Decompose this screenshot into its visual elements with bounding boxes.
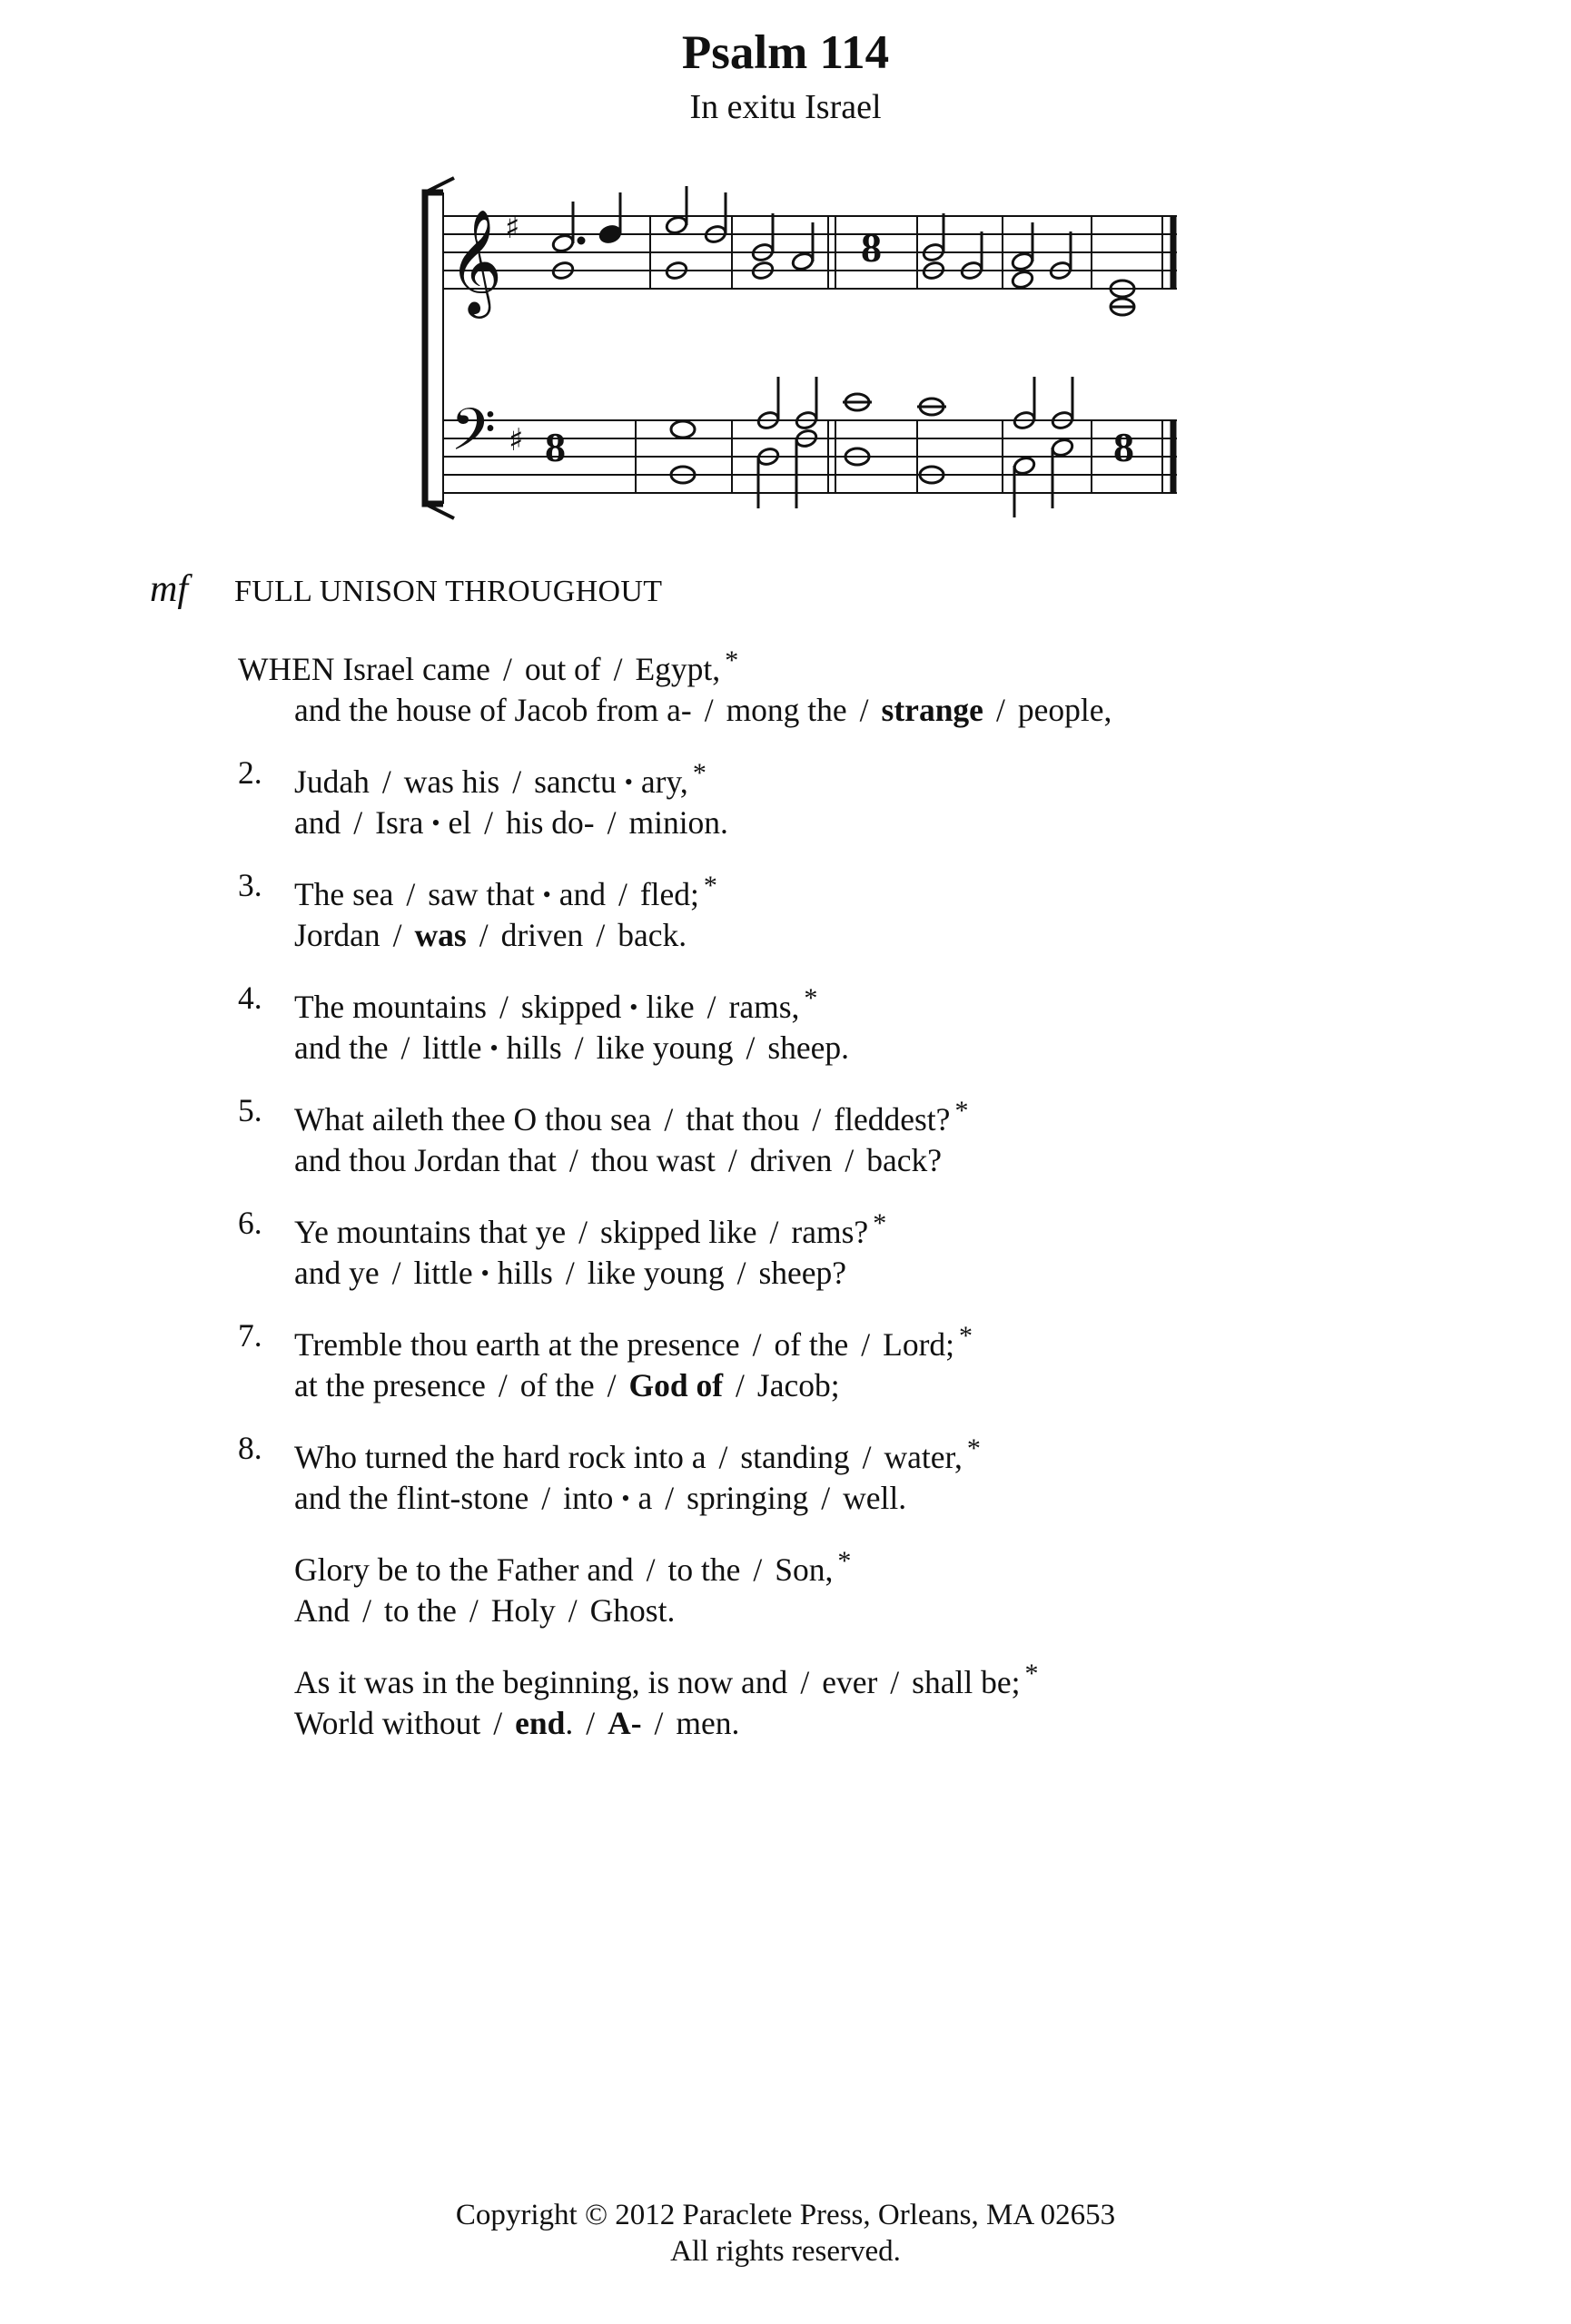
verse-text: thou wast: [590, 1142, 716, 1178]
music-score: [0, 0, 1571, 545]
syllable-dot: •: [629, 994, 638, 1020]
verse-line2: [294, 1028, 1400, 1068]
pointing-bar: /: [469, 1592, 479, 1629]
verse-text: was: [414, 917, 467, 953]
rights-line: All rights reserved.: [670, 2235, 901, 2268]
verse-text: a: [637, 1480, 653, 1516]
verse-text: and: [294, 804, 341, 841]
verse-text: people,: [1017, 692, 1112, 728]
verse-number: 7.: [238, 1317, 262, 1354]
pointing-bar: /: [727, 1142, 737, 1178]
verse-number: 2.: [238, 754, 262, 791]
verse: [238, 753, 1400, 843]
verse-text: sheep?: [758, 1255, 847, 1291]
pointing-bar: /: [568, 1592, 578, 1629]
copyright-footer: [0, 2197, 1571, 2270]
pointing-bar: /: [392, 917, 402, 953]
bass-key-sharp: ♯: [509, 422, 524, 458]
verse-text: like young: [587, 1255, 725, 1291]
verse-text: at the presence: [294, 1367, 486, 1403]
verse-text: to the: [384, 1592, 457, 1629]
verse-line1: [294, 1090, 1400, 1140]
verse-text: like: [646, 989, 695, 1025]
treble-clef-icon: 𝄞: [449, 208, 503, 314]
pointing-bar: /: [845, 1142, 855, 1178]
pointing-bar: /: [812, 1101, 822, 1137]
mediation-asterisk: *: [954, 1096, 969, 1126]
pointing-bar: /: [541, 1480, 551, 1516]
verse-text: Son,: [775, 1551, 834, 1588]
verse-text: hills: [497, 1255, 553, 1291]
verse-line1: [238, 640, 1400, 690]
verse-line1: [294, 1653, 1400, 1703]
pointing-bar: /: [578, 1214, 588, 1250]
verse-line1: [294, 753, 1400, 803]
verse-text: Isra: [375, 804, 424, 841]
pointing-bar: /: [479, 917, 489, 953]
verse-text: and the flint-stone: [294, 1480, 529, 1516]
verse-text: World without: [294, 1705, 481, 1741]
verse-line2: [294, 915, 1400, 956]
pointing-bar: /: [890, 1664, 900, 1700]
pointing-bar: /: [586, 1705, 596, 1741]
syllable-dot: •: [542, 881, 551, 908]
verse-text: ever: [822, 1664, 878, 1700]
verse-text: sheep.: [767, 1029, 850, 1066]
pointing-bar: /: [607, 804, 617, 841]
pointing-bar: /: [753, 1551, 763, 1588]
verse-text: springing: [687, 1480, 809, 1516]
verse-text: Ghost.: [589, 1592, 676, 1629]
treble-key-sharp: ♯: [505, 210, 520, 246]
verse-text: driven: [500, 917, 584, 953]
pointing-bar: /: [861, 1326, 871, 1363]
verse: [238, 1203, 1400, 1294]
verse-text: Glory be to the Father and: [294, 1551, 634, 1588]
pointing-bar: /: [859, 692, 869, 728]
pointing-bar: /: [736, 1255, 746, 1291]
pointing-bar: /: [574, 1029, 584, 1066]
verse-text: like young: [596, 1029, 734, 1066]
pointing-bar: /: [493, 1705, 503, 1741]
page-subtitle: In exitu Israel: [689, 88, 882, 126]
pointing-bar: /: [406, 876, 416, 912]
mediation-asterisk: *: [873, 1208, 887, 1238]
verse-text: Judah: [294, 763, 370, 800]
pointing-bar: /: [821, 1480, 831, 1516]
verse: [238, 978, 1400, 1068]
mediation-asterisk: *: [804, 983, 818, 1013]
verse-text: was his: [403, 763, 500, 800]
verse-number: 5.: [238, 1092, 262, 1128]
verse-line2: [294, 1590, 1400, 1631]
verse-text: back?: [866, 1142, 943, 1178]
verse-text: .: [565, 1705, 574, 1741]
pointing-bar: /: [654, 1705, 664, 1741]
verse-text: minion.: [628, 804, 728, 841]
verse-text: driven: [749, 1142, 833, 1178]
verse-line2: [294, 690, 1400, 731]
verse-line1: [294, 865, 1400, 915]
verse-number: 8.: [238, 1430, 262, 1466]
verse-number: 3.: [238, 867, 262, 903]
verse-text: skipped like: [600, 1214, 757, 1250]
verse-text: Who turned the hard rock into a: [294, 1439, 706, 1475]
verse-text: that thou: [686, 1101, 800, 1137]
mediation-asterisk: *: [966, 1433, 981, 1463]
mediation-asterisk: *: [725, 645, 739, 675]
verse-text: and thou Jordan that: [294, 1142, 557, 1178]
pointing-bar: /: [746, 1029, 756, 1066]
verse-text: strange: [881, 692, 983, 728]
system-bracket: [425, 192, 443, 504]
verse-text: Holy: [490, 1592, 556, 1629]
mediation-asterisk: *: [703, 871, 717, 901]
dynamic-marking: mf: [150, 568, 188, 610]
pointing-bar: /: [800, 1664, 810, 1700]
verse: [238, 640, 1400, 731]
pointing-bar: /: [381, 763, 391, 800]
verse-line1: [294, 978, 1400, 1028]
verse-line1: [294, 1203, 1400, 1253]
verse-text: little: [413, 1255, 473, 1291]
verse-line1: [294, 1428, 1400, 1478]
verse-text: And: [294, 1592, 351, 1629]
pointing-bar: /: [596, 917, 606, 953]
pointing-bar: /: [353, 804, 363, 841]
time-signature-icon: 8: [1113, 424, 1134, 470]
syllable-dot: •: [431, 810, 440, 836]
verse-text: end: [515, 1705, 566, 1741]
pointing-bar: /: [718, 1439, 728, 1475]
verse: [238, 1090, 1400, 1181]
verse-number: 6.: [238, 1205, 262, 1241]
pointing-bar: /: [391, 1255, 401, 1291]
verse-text: Ye mountains that ye: [294, 1214, 567, 1250]
verse-text: standing: [740, 1439, 850, 1475]
syllable-dot: •: [621, 1485, 630, 1512]
pointing-bar: /: [498, 1367, 508, 1403]
verse-line2: [294, 803, 1400, 843]
performance-instruction: FULL UNISON THROUGHOUT: [234, 575, 663, 608]
psalm-verses: [238, 640, 1400, 1766]
verse-text: and ye: [294, 1255, 380, 1291]
verse: [238, 1653, 1400, 1744]
pointing-bar: /: [362, 1592, 372, 1629]
verse-text: Jacob;: [756, 1367, 840, 1403]
pointing-bar: /: [646, 1551, 656, 1588]
copyright-line: Copyright © 2012 Paraclete Press, Orleans, MA 02653: [455, 2199, 1116, 2231]
verse-text: rams,: [728, 989, 800, 1025]
pointing-bar: /: [664, 1101, 674, 1137]
verse-line2: [294, 1365, 1400, 1406]
pointing-bar: /: [484, 804, 493, 841]
verse-text: WHEN Israel came: [238, 651, 490, 687]
verse-text: fleddest?: [834, 1101, 951, 1137]
mediation-asterisk: *: [837, 1546, 852, 1576]
verse-text: well.: [843, 1480, 907, 1516]
verse-text: men.: [676, 1705, 740, 1741]
verse-text: hills: [506, 1029, 562, 1066]
verse-text: fled;: [639, 876, 699, 912]
verse-text: his do-: [505, 804, 595, 841]
treble-staff: [443, 216, 1177, 289]
verse-text: rams?: [791, 1214, 869, 1250]
verse: [238, 865, 1400, 956]
verse-number: 4.: [238, 980, 262, 1016]
mediation-asterisk: *: [959, 1321, 973, 1351]
pointing-bar: /: [736, 1367, 745, 1403]
verse-text: ary,: [640, 763, 688, 800]
treble-notes: [551, 186, 1135, 315]
time-signature-icon: 8: [545, 424, 566, 470]
pointing-bar: /: [665, 1480, 675, 1516]
bass-clef-icon: 𝄢: [450, 397, 497, 478]
pointing-bar: /: [607, 1367, 617, 1403]
page-title: Psalm 114: [681, 26, 890, 79]
verse: [238, 1428, 1400, 1519]
verse-text: el: [448, 804, 472, 841]
pointing-bar: /: [769, 1214, 779, 1250]
pointing-bar: /: [704, 692, 714, 728]
verse-text: What aileth thee O thou sea: [294, 1101, 652, 1137]
verse-text: A-: [608, 1705, 642, 1741]
verse-text: Jordan: [294, 917, 380, 953]
verse-text: out of: [524, 651, 601, 687]
mediation-asterisk: *: [1024, 1659, 1039, 1689]
verse-text: to the: [667, 1551, 741, 1588]
pointing-bar: /: [862, 1439, 872, 1475]
pointing-bar: /: [502, 651, 512, 687]
pointing-bar: /: [706, 989, 716, 1025]
pointing-bar: /: [618, 876, 627, 912]
verse-text: Lord;: [883, 1326, 955, 1363]
verse-line2: [294, 1703, 1400, 1744]
verse-text: and the house of Jacob from a-: [294, 692, 692, 728]
verse-text: and: [558, 876, 606, 912]
syllable-dot: •: [489, 1035, 499, 1061]
verse-text: God of: [628, 1367, 724, 1403]
verse-text: skipped: [520, 989, 622, 1025]
pointing-bar: /: [512, 763, 522, 800]
verse-text: of the: [774, 1326, 849, 1363]
pointing-bar: /: [400, 1029, 410, 1066]
verse-text: little: [422, 1029, 482, 1066]
verse-text: back.: [618, 917, 687, 953]
pointing-bar: /: [995, 692, 1005, 728]
verse-text: The sea: [294, 876, 394, 912]
verse-line2: [294, 1253, 1400, 1294]
pointing-bar: /: [499, 989, 509, 1025]
pointing-bar: /: [565, 1255, 575, 1291]
verse: [238, 1315, 1400, 1406]
verse-text: The mountains: [294, 989, 487, 1025]
verse-text: As it was in the beginning, is now and: [294, 1664, 788, 1700]
mediation-asterisk: *: [692, 758, 706, 788]
verse-text: Egypt,: [635, 651, 721, 687]
verse-line1: [294, 1315, 1400, 1365]
pointing-bar: /: [568, 1142, 578, 1178]
verse-text: into: [563, 1480, 614, 1516]
verse-text: shall be;: [912, 1664, 1021, 1700]
syllable-dot: •: [480, 1260, 489, 1286]
pointing-bar: /: [752, 1326, 762, 1363]
verse: [238, 1541, 1400, 1631]
verse-text: and the: [294, 1029, 389, 1066]
verse-text: of the: [519, 1367, 595, 1403]
verse-text: mong the: [726, 692, 847, 728]
verse-text: saw that: [428, 876, 535, 912]
verse-line1: [294, 1541, 1400, 1590]
verse-text: Tremble thou earth at the presence: [294, 1326, 740, 1363]
verse-line2: [294, 1478, 1400, 1519]
syllable-dot: •: [624, 769, 633, 795]
pointing-bar: /: [613, 651, 623, 687]
verse-text: water,: [884, 1439, 963, 1475]
verse-line2: [294, 1140, 1400, 1181]
time-signature-icon: 8: [861, 224, 882, 271]
verse-text: sanctu: [534, 763, 617, 800]
